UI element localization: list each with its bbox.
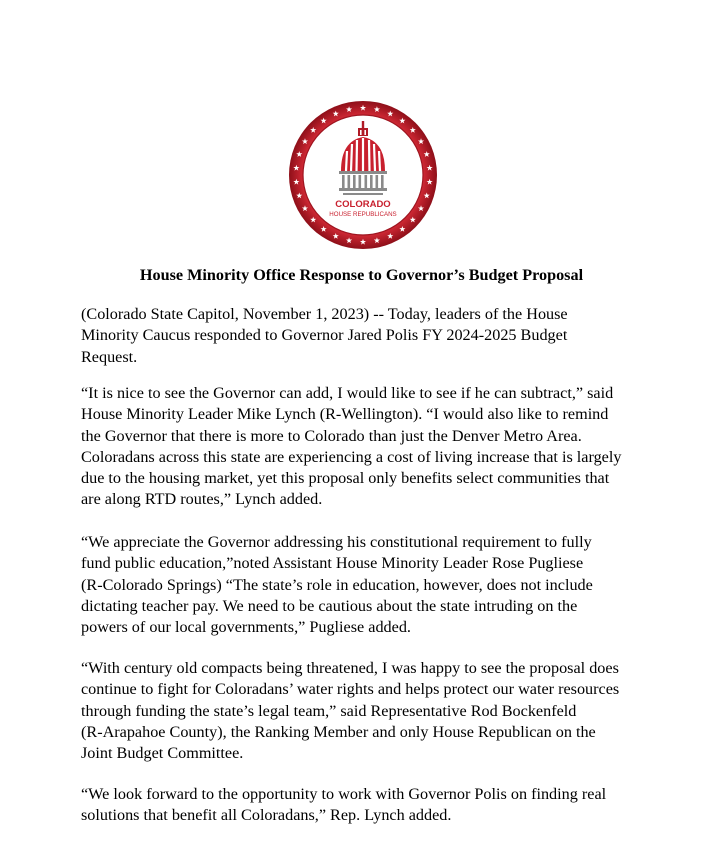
text-line: Joint Budget Committee. [81, 744, 244, 763]
text-line: continue to fight for Coloradans’ water rights and helps protect our water resources [81, 680, 620, 699]
page-title: House Minority Office Response to Governor’s Budget Proposal [139, 266, 584, 284]
text-line: “It is nice to see the Governor can add, I would like to see if he can subtract,” said [81, 384, 614, 402]
colorado-house-republicans-logo [287, 99, 439, 251]
text-line: the Governor that there is more to Colorado than just the Denver Metro Area. [81, 426, 582, 445]
text-line: House Minority Leader Mike Lynch (R-Wellington). “I would also like to remind [81, 405, 609, 424]
paragraph-closing-quote [81, 784, 661, 827]
text-line: “With century old compacts being threatened, I was happy to see the proposal does [81, 659, 619, 677]
text-line: due to the housing market, yet this proposal only benefits select communities that [81, 469, 610, 488]
paragraph-bockenfeld-quote [81, 658, 661, 764]
text-line: Coloradans across this state are experiencing a cost of living increase that is largely [81, 447, 622, 466]
text-line: Request. [81, 347, 138, 366]
logo-line-1: COLORADO [335, 199, 391, 210]
paragraph-intro [81, 304, 661, 368]
text-line: solutions that benefit all Coloradans,” Rep. Lynch added. [81, 806, 452, 825]
paragraph-pugliese-quote [81, 532, 661, 638]
text-line: are along RTD routes,” Lynch added. [81, 490, 323, 509]
text-line: (R-Arapahoe County), the Ranking Member and only House Republican on the [81, 722, 596, 741]
text-line: through funding the state’s legal team,” said Representative Rod Bockenfeld [81, 701, 577, 720]
text-line: “We look forward to the opportunity to work with Governor Polis on finding real [81, 785, 607, 803]
text-line: (Colorado State Capitol, November 1, 2023) -- Today, leaders of the House [81, 305, 568, 323]
logo-line-2: HOUSE REPUBLICANS [329, 211, 397, 218]
text-line: (R-Colorado Springs) “The state’s role in education, however, does not include [81, 575, 593, 594]
paragraph-lynch-quote [81, 383, 661, 511]
text-line: Minority Caucus responded to Governor Jared Polis FY 2024-2025 Budget [81, 326, 568, 345]
text-line: powers of our local governments,” Pugliese added. [81, 618, 411, 637]
text-line: dictating teacher pay. We need to be cautious about the state intruding on the [81, 596, 578, 615]
text-line: fund public education,”noted Assistant House Minority Leader Rose Pugliese [81, 554, 584, 573]
text-line: “We appreciate the Governor addressing his constitutional requirement to fully [81, 533, 592, 551]
